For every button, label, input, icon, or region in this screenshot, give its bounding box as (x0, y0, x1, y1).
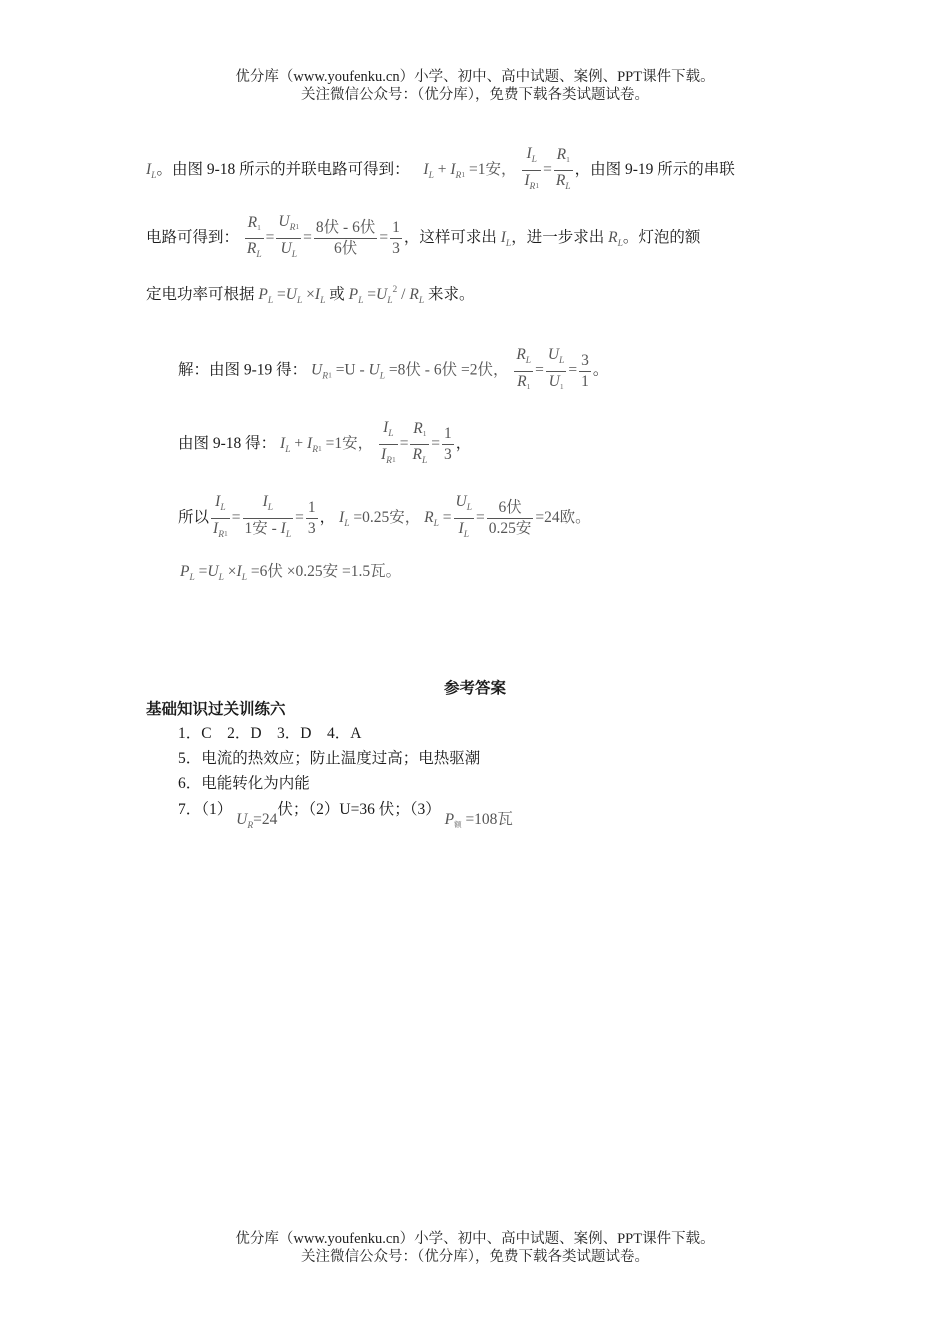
fraction: $\frac{3}{1}$ (581, 351, 589, 390)
fraction: $\frac{U_L}{I_L}$ (455, 493, 473, 540)
fraction: $\frac{R_L}{R1}$ (516, 346, 532, 391)
fraction: $\frac{R1}{R_L}$ (246, 213, 262, 260)
analysis-text: 。灯泡的额 (622, 229, 701, 247)
solution-label: 解：由图 9-19 得： (178, 361, 308, 379)
fraction: $\frac{R1}{R_L}$ (555, 145, 571, 192)
fraction: $\frac{1}{3}$ (392, 219, 400, 257)
analysis-text: 或 (329, 286, 345, 303)
analysis-text: 定电功率可根据 (146, 286, 255, 303)
solution-line-2: 由图 9-18 得： $I_L + I_R1 =1$安， $\frac{I_L}{I_R1}$ = $\frac{R1}{R_L}$ = $\frac{1}{3}$ ， (178, 418, 471, 471)
fraction: $\frac{1}{3}$ (307, 499, 316, 537)
fraction: $\frac{U_R1}{U_L}$ (278, 213, 300, 260)
analysis-line-3: 定电功率可根据 $P_L =U_L \times I_L$ 或 $P_L =U_L^2 / R_L$ 来求。 (146, 285, 475, 306)
fraction: $\frac{R1}{R_L}$ (412, 419, 428, 466)
header-line-1: 优分库（www.youfenku.cn）小学、初中、高中试题、案例、PPT课件下载。 (235, 69, 715, 85)
solution-line-1: 解：由图 9-19 得： $U_R1 =U - U_L =8$伏 - 6伏 =2伏， $\frac{R_L}{R1}$ = $\frac{U_L}{U1}$ = $\frac{3}{1}$ 。 (178, 345, 608, 397)
fraction: $\frac{1}{3}$ (444, 425, 452, 463)
equation-text: =1安， (468, 161, 517, 179)
analysis-text: ，由图 9-19 所示的串联 (574, 161, 735, 179)
fraction: $\frac{I_L}{I_R1}$ (524, 145, 540, 192)
analysis-text: 。由图 9-18 所示的并联电路可得到： (156, 161, 410, 179)
answer-line-5: 5．电流的热效应；防止温度过高；电热驱潮 (178, 750, 481, 767)
fraction: $\frac{\text{6伏}}{\text{0.25安}}$ (488, 499, 532, 537)
answer-line-1-4: 1．C 2．D 3．D 4．A (178, 725, 362, 742)
solution-label: 所以 (178, 509, 210, 527)
analysis-text: 来求。 (427, 286, 475, 303)
answer-line-7: 7．（1） $U_R=24$伏；（2）U=36 伏；（3） P额 =108瓦 (178, 801, 513, 831)
analysis-text: ，进一步求出 (511, 229, 605, 247)
solution-line-3: 所以 $\frac{I_L}{I_R1}$ = $\frac{I_L}{1安 - I_L}$ = $\frac{1}{3}$ ， $I_L =0.25$安， $R_L$ = $\frac{U_L}{I_L}$ = $\frac{\text{6伏}}{\text{0.25安}}$ =24欧。 (178, 492, 591, 545)
fraction: $\frac{I_L}{I_R1}$ (213, 493, 228, 540)
footer-line-1: 优分库（www.youfenku.cn）小学、初中、高中试题、案例、PPT课件下载。 (235, 1231, 715, 1247)
header-line-2: 关注微信公众号：（优分库），免费下载各类试题试卷。 (301, 87, 649, 103)
analysis-line-2: 电路可得到： $\frac{R1}{R_L}$ = $\frac{U_R1}{U_L}$ = $\frac{\text{8伏 - 6伏}}{\text{6伏}}$ = $\frac{1}{3}$ ，这样可求出 $I_L$，进一步求出 $R_L$。灯泡的额 (146, 212, 700, 265)
fraction: $\frac{I_L}{1安 - I_L}$ (244, 493, 292, 540)
fraction: $\frac{U_L}{U1}$ (547, 346, 565, 391)
answers-title: 参考答案 (443, 680, 506, 697)
analysis-text: 电路可得到： (146, 229, 240, 247)
footer-line-2: 关注微信公众号：（优分库），免费下载各类试题试卷。 (301, 1249, 649, 1265)
fraction: $\frac{I_L}{I_R1}$ (381, 419, 396, 466)
solution-line-4: $P_L =U_L \times I_L =6$伏 ×0.25安 =1.5瓦。 (180, 563, 402, 583)
answers-section-title: 基础知识过关训练六 (146, 701, 286, 718)
answer-line-6: 6．电能转化为内能 (178, 775, 310, 792)
analysis-line-1: $I_L$。由图 9-18 所示的并联电路可得到： $I_L + I_R1 =1$安， $\frac{I_L}{I_R1}$ = $\frac{R1}{R_L}$ ，由图 9-19 所示的串联 (146, 144, 735, 197)
fraction: $\frac{\text{8伏 - 6伏}}{\text{6伏}}$ (315, 219, 376, 257)
analysis-text: ，这样可求出 (403, 229, 497, 247)
solution-label: 由图 9-18 得： (178, 435, 277, 453)
